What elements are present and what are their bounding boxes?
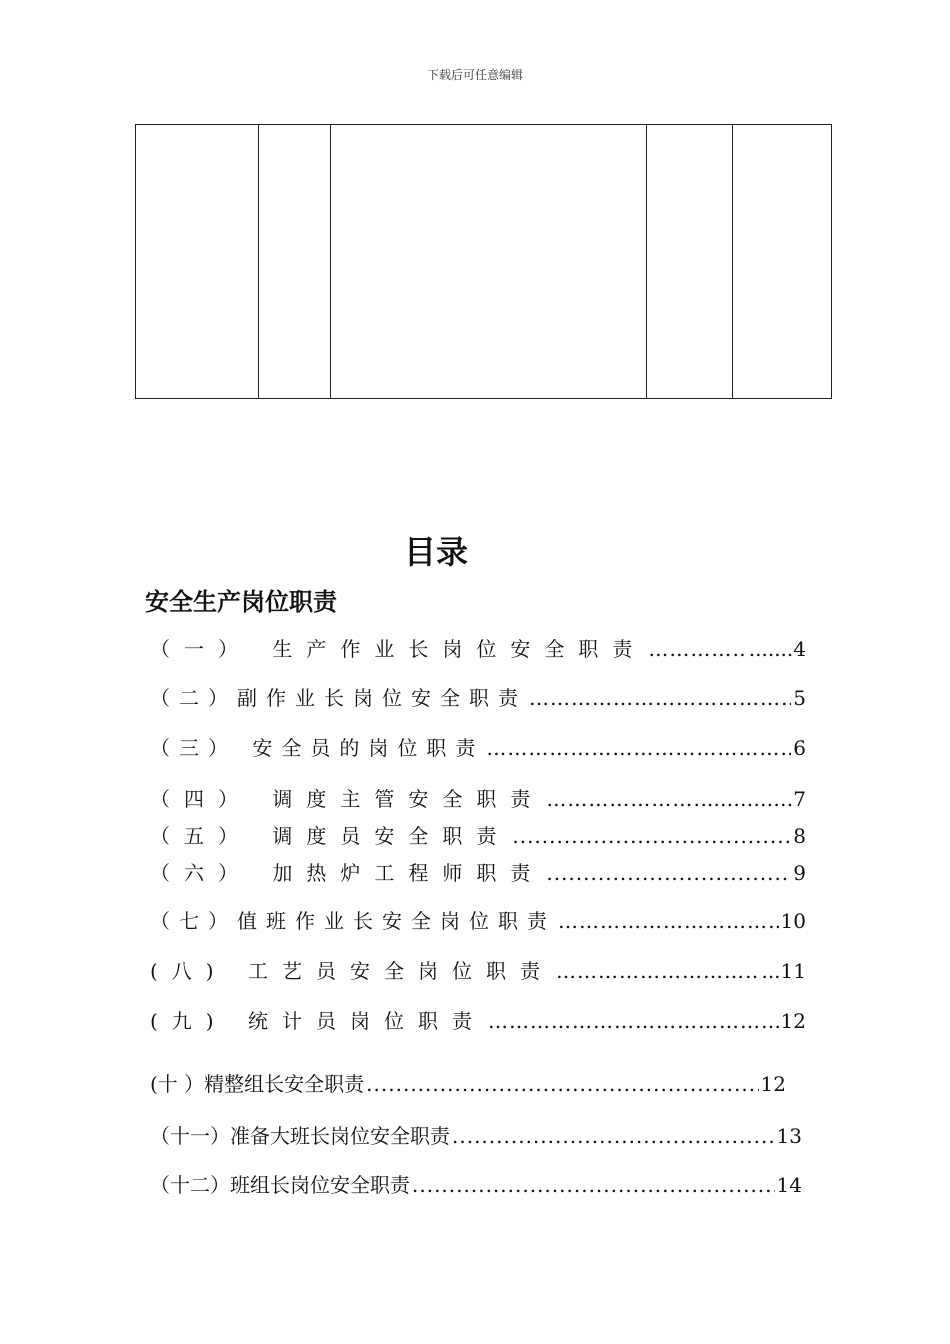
toc-entry-page: 5 [793, 686, 806, 710]
toc-entry-page: 14 [776, 1173, 802, 1197]
dot-leader [366, 1072, 758, 1096]
toc-entry-page: .......4 [748, 637, 806, 661]
dot-leader [546, 787, 698, 811]
toc-entry[interactable] [150, 633, 806, 665]
toc-entry-label: （二）副作业长岗位安全职责 [150, 686, 527, 710]
toc-entry-page: 13 [776, 1124, 802, 1148]
dot-leader [452, 1124, 775, 1148]
dot-leader [529, 686, 791, 710]
table-cell [733, 125, 832, 399]
toc-entry-label: （十二）班组长岗位安全职责 [150, 1173, 410, 1197]
toc-entry-page: 6 [793, 736, 806, 760]
toc-entry-label: （七）值班作业长安全岗位职责 [150, 909, 556, 933]
toc-entry-label: （十一）准备大班长岗位安全职责 [150, 1124, 450, 1148]
toc-entry-page: ..…………7 [700, 787, 806, 811]
table-cell [136, 125, 259, 399]
toc-entry[interactable] [150, 732, 806, 764]
section-heading: 安全生产岗位职责 [145, 588, 337, 616]
toc-entry-page: 12 [780, 1009, 806, 1033]
toc-entry-label: （五） 调度员安全职责 [150, 824, 511, 848]
dot-leader [412, 1173, 775, 1197]
toc-entry[interactable] [150, 682, 806, 714]
toc-entry-label: （六） 加热炉工程师职责 [150, 861, 545, 885]
toc-entry-label: （一） 生产作业长岗位安全职责 [150, 637, 647, 661]
dot-leader [556, 959, 760, 983]
toc-entry-page: 8 [793, 824, 806, 848]
page-header: 下载后可任意编辑 [426, 68, 523, 82]
dot-leader [486, 736, 791, 760]
dot-leader [546, 861, 791, 885]
toc-entry[interactable] [150, 857, 806, 889]
dot-leader [488, 1009, 779, 1033]
toc-entry-label: (十 ）精整组长安全职责 [150, 1072, 365, 1096]
toc-entry-page: 12 [760, 1072, 786, 1096]
toc-entry-label: （三） 安全员的岗位职责 [150, 736, 485, 760]
toc-entry-label: （四） 调度主管安全职责 [150, 787, 545, 811]
toc-entry[interactable] [150, 1068, 786, 1100]
table-cell [259, 125, 331, 399]
toc-entry[interactable] [150, 905, 806, 937]
toc-title: 目录 [403, 533, 468, 571]
toc-entry[interactable] [150, 783, 806, 815]
dot-leader [512, 824, 791, 848]
toc-entry-page: 9 [793, 861, 806, 885]
toc-entry-page: 10 [780, 909, 806, 933]
table-cell [331, 125, 647, 399]
dot-leader [648, 637, 746, 661]
toc-entry[interactable] [150, 820, 806, 852]
toc-entry-label: (八) 工艺员安全岗位职责 [150, 959, 554, 983]
blank-form-table [135, 124, 832, 399]
toc-entry-label: (九) 统计员岗位职责 [150, 1009, 486, 1033]
table-row [136, 125, 832, 399]
dot-leader [558, 909, 779, 933]
toc-entry-page: ...11 [761, 959, 806, 983]
toc-entry[interactable] [150, 1120, 802, 1152]
toc-entry[interactable] [150, 955, 806, 987]
toc-entry[interactable] [150, 1005, 806, 1037]
table-cell [647, 125, 733, 399]
toc-entry[interactable] [150, 1169, 802, 1201]
